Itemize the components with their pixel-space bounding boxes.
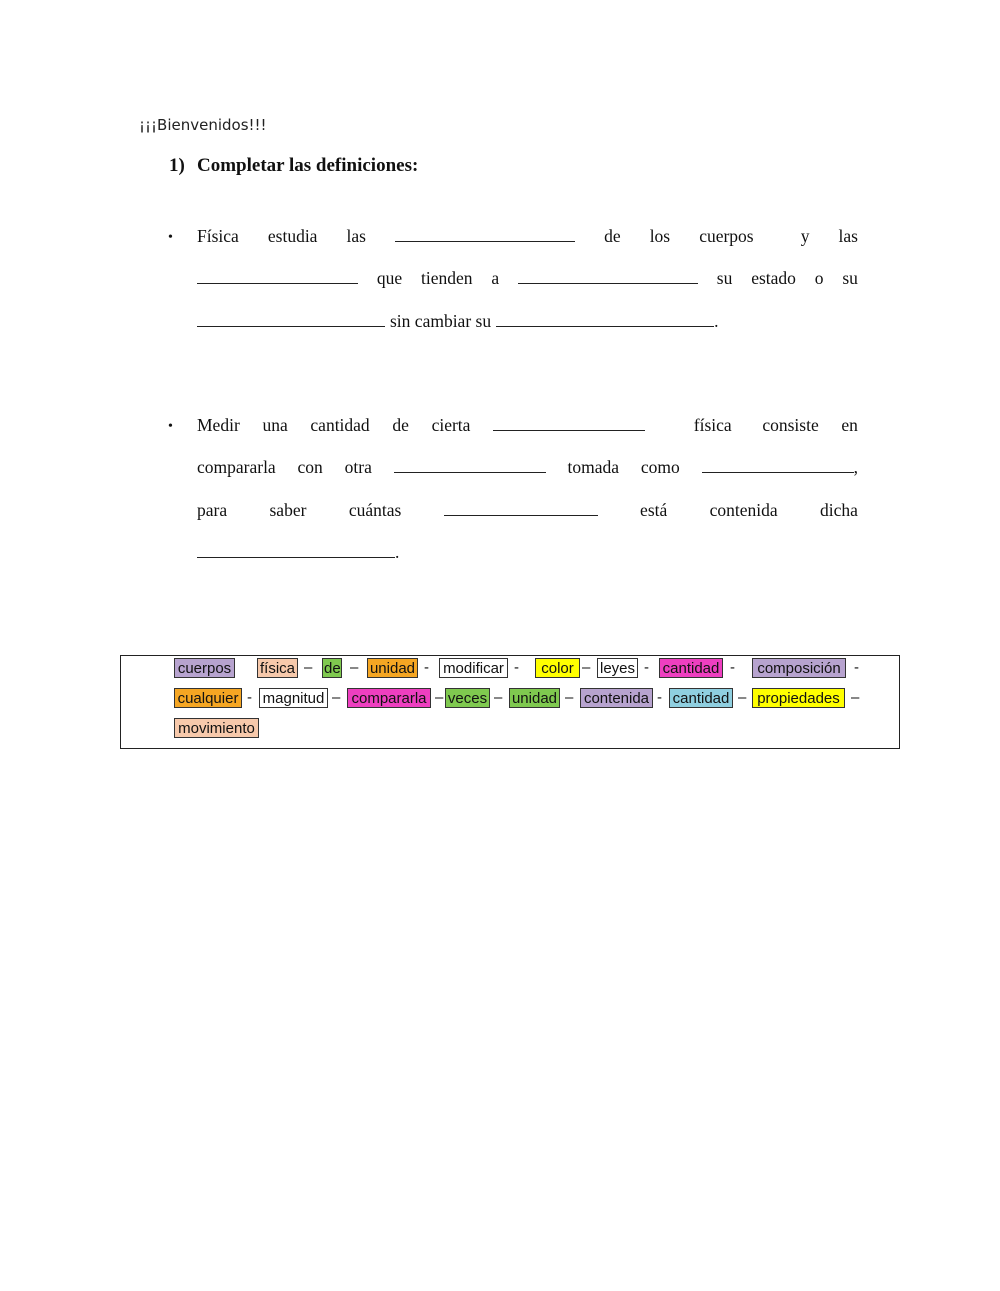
word-chip[interactable]: modificar — [439, 658, 508, 678]
word: otra — [344, 457, 372, 477]
definition-2-line-1 — [197, 415, 858, 436]
separator: - — [247, 689, 252, 706]
word: de — [604, 226, 621, 246]
word: las — [346, 226, 366, 246]
answer-blank[interactable] — [518, 269, 698, 284]
word: Medir — [197, 415, 240, 435]
word: estado — [751, 268, 796, 288]
answer-blank[interactable] — [197, 269, 358, 284]
word-chip[interactable]: cantidad — [659, 658, 723, 678]
word: de — [392, 415, 409, 435]
period: . — [395, 542, 400, 562]
exercise-number: 1) — [169, 155, 185, 176]
separator: – — [851, 689, 860, 706]
word-bank-row-3 — [174, 718, 374, 738]
word: los — [649, 226, 671, 246]
period: . — [714, 311, 719, 331]
word: para — [197, 500, 228, 520]
definition-2-line-2 — [197, 457, 858, 478]
definition-1-line-1 — [197, 226, 858, 247]
separator: - — [424, 659, 429, 676]
bullet-icon: • — [168, 419, 173, 434]
word: o — [814, 268, 824, 288]
word: y — [800, 226, 810, 246]
word-chip[interactable]: unidad — [509, 688, 560, 708]
definition-2-line-4 — [197, 542, 858, 563]
word: compararla — [197, 457, 276, 477]
word: con — [297, 457, 323, 477]
separator: – — [565, 689, 574, 706]
answer-blank[interactable] — [395, 227, 575, 242]
word: sin cambiar su — [390, 311, 492, 331]
word-chip[interactable]: unidad — [367, 658, 418, 678]
separator: – — [350, 659, 359, 676]
exercise-title: Completar las definiciones: — [197, 155, 419, 176]
word-chip[interactable]: cualquier — [174, 688, 242, 708]
word-chip[interactable]: cuerpos — [174, 658, 235, 678]
answer-blank[interactable] — [702, 458, 854, 473]
word: cuerpos — [699, 226, 754, 246]
separator: – — [494, 689, 503, 706]
answer-blank[interactable] — [444, 501, 598, 516]
answer-blank[interactable] — [197, 312, 385, 327]
word: a — [491, 268, 500, 288]
exercise-heading — [169, 155, 418, 177]
bullet-icon: • — [168, 230, 173, 245]
separator: – — [582, 659, 591, 676]
separator: - — [514, 659, 519, 676]
word-bank — [120, 655, 900, 749]
word: una — [262, 415, 288, 435]
word: su — [842, 268, 858, 288]
word-chip[interactable]: propiedades — [752, 688, 845, 708]
word: contenida — [709, 500, 778, 520]
word: su — [716, 268, 733, 288]
word: tomada — [567, 457, 620, 477]
word-bank-row-2 — [174, 688, 874, 708]
separator: – — [304, 659, 313, 676]
answer-blank[interactable] — [394, 458, 546, 473]
word-chip[interactable]: magnitud — [259, 688, 328, 708]
separator: – — [435, 689, 444, 706]
separator: – — [738, 689, 747, 706]
separator: – — [332, 689, 341, 706]
word: dicha — [820, 500, 858, 520]
answer-blank[interactable] — [493, 416, 645, 431]
definition-1-line-3 — [197, 311, 858, 332]
word-chip[interactable]: física — [257, 658, 298, 678]
greeting-text: ¡¡¡Bienvenidos!!! — [139, 116, 267, 134]
word-chip[interactable]: color — [535, 658, 580, 678]
word-chip[interactable]: de — [324, 660, 341, 677]
word: tienden — [420, 268, 473, 288]
word: las — [838, 226, 858, 246]
word-bank-row-1 — [174, 658, 874, 678]
word: cantidad — [310, 415, 370, 435]
separator: - — [657, 689, 662, 706]
word-chip[interactable]: movimiento — [174, 718, 259, 738]
word: Física — [197, 226, 239, 246]
separator: - — [730, 659, 735, 676]
word: como — [640, 457, 680, 477]
comma: , — [853, 457, 858, 477]
word-chip[interactable]: leyes — [597, 658, 638, 678]
definition-2-line-3 — [197, 500, 858, 521]
definition-1-line-2 — [197, 268, 858, 289]
word-chip[interactable]: cantidad — [669, 688, 733, 708]
separator: - — [854, 659, 859, 676]
word-chip[interactable]: veces — [445, 688, 490, 708]
word-chip[interactable]: composición — [752, 658, 846, 678]
word: que — [376, 268, 403, 288]
answer-blank[interactable] — [197, 543, 395, 558]
word: cuántas — [348, 500, 402, 520]
word: física — [693, 415, 732, 435]
word: en — [841, 415, 858, 435]
word: estudia — [267, 226, 318, 246]
word: consiste — [762, 415, 819, 435]
word-chip[interactable]: compararla — [347, 688, 431, 708]
separator: - — [644, 659, 649, 676]
word: está — [640, 500, 668, 520]
word: saber — [269, 500, 307, 520]
answer-blank[interactable] — [496, 312, 714, 327]
word-chip[interactable]: contenida — [580, 688, 653, 708]
word: cierta — [431, 415, 471, 435]
